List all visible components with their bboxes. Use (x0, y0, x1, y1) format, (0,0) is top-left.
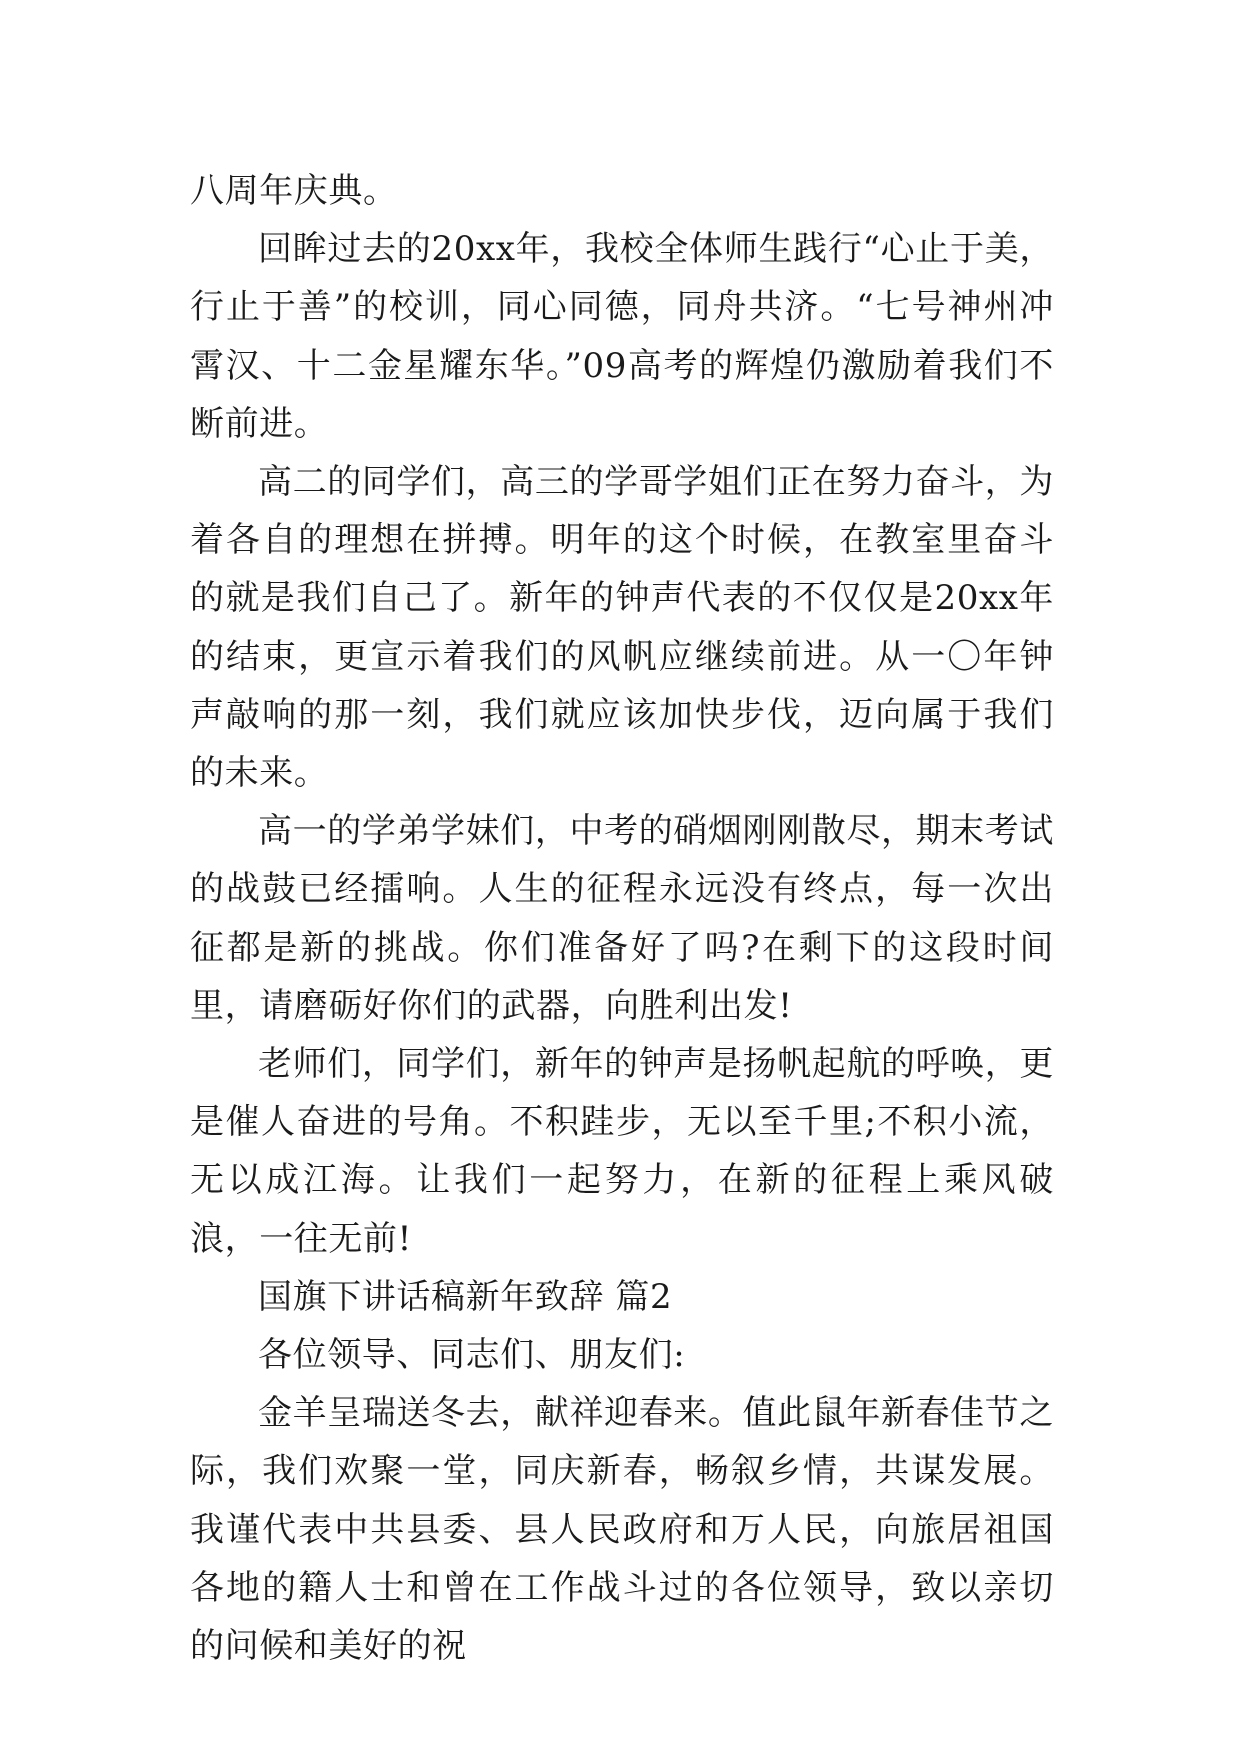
section-heading: 国旗下讲话稿新年致辞 篇2 (258, 1276, 673, 1317)
paragraph: 金羊呈瑞送冬去，献祥迎春来。值此鼠年新春佳节之际，我们欢聚一堂，同庆新春，畅叙乡情，共谋发展。我谨代表中共县委、县人民政府和万人民，向旅居祖国各地的籍人士和曾在工作战斗过的各位领导，致以亲切的问候和美好的祝 (190, 1393, 1054, 1667)
document-body (190, 162, 1054, 1675)
paragraph: 回眸过去的20xx年，我校全体师生践行“心止于美，行止于善”的校训，同心同德，同舟共济。“七号神州冲霄汉、十二金星耀东华。”09高考的辉煌仍激励着我们不断前进。 (190, 229, 1054, 444)
paragraph: 高一的学弟学妹们，中考的硝烟刚刚散尽，期末考试的战鼓已经擂响。人生的征程永远没有终点，每一次出征都是新的挑战。你们准备好了吗?在剩下的这段时间里，请磨砺好你们的武器，向胜利出发! (190, 811, 1054, 1026)
paragraph: 高二的同学们，高三的学哥学姐们正在努力奋斗，为着各自的理想在拼搏。明年的这个时候，在教室里奋斗的就是我们自己了。新年的钟声代表的不仅仅是20xx年的结束，更宣示着我们的风帆应继续前进。从一〇年钟声敲响的那一刻，我们就应该加快步伐，迈向属于我们的未来。 (190, 462, 1054, 794)
paragraph: 八周年庆典。 (190, 171, 398, 211)
salutation: 各位领导、同志们、朋友们: (258, 1335, 686, 1376)
paragraph: 老师们，同学们，新年的钟声是扬帆起航的呼唤，更是催人奋进的号角。不积跬步，无以至千里;不积小流，无以成江海。让我们一起努力，在新的征程上乘风破浪，一往无前! (190, 1044, 1054, 1259)
